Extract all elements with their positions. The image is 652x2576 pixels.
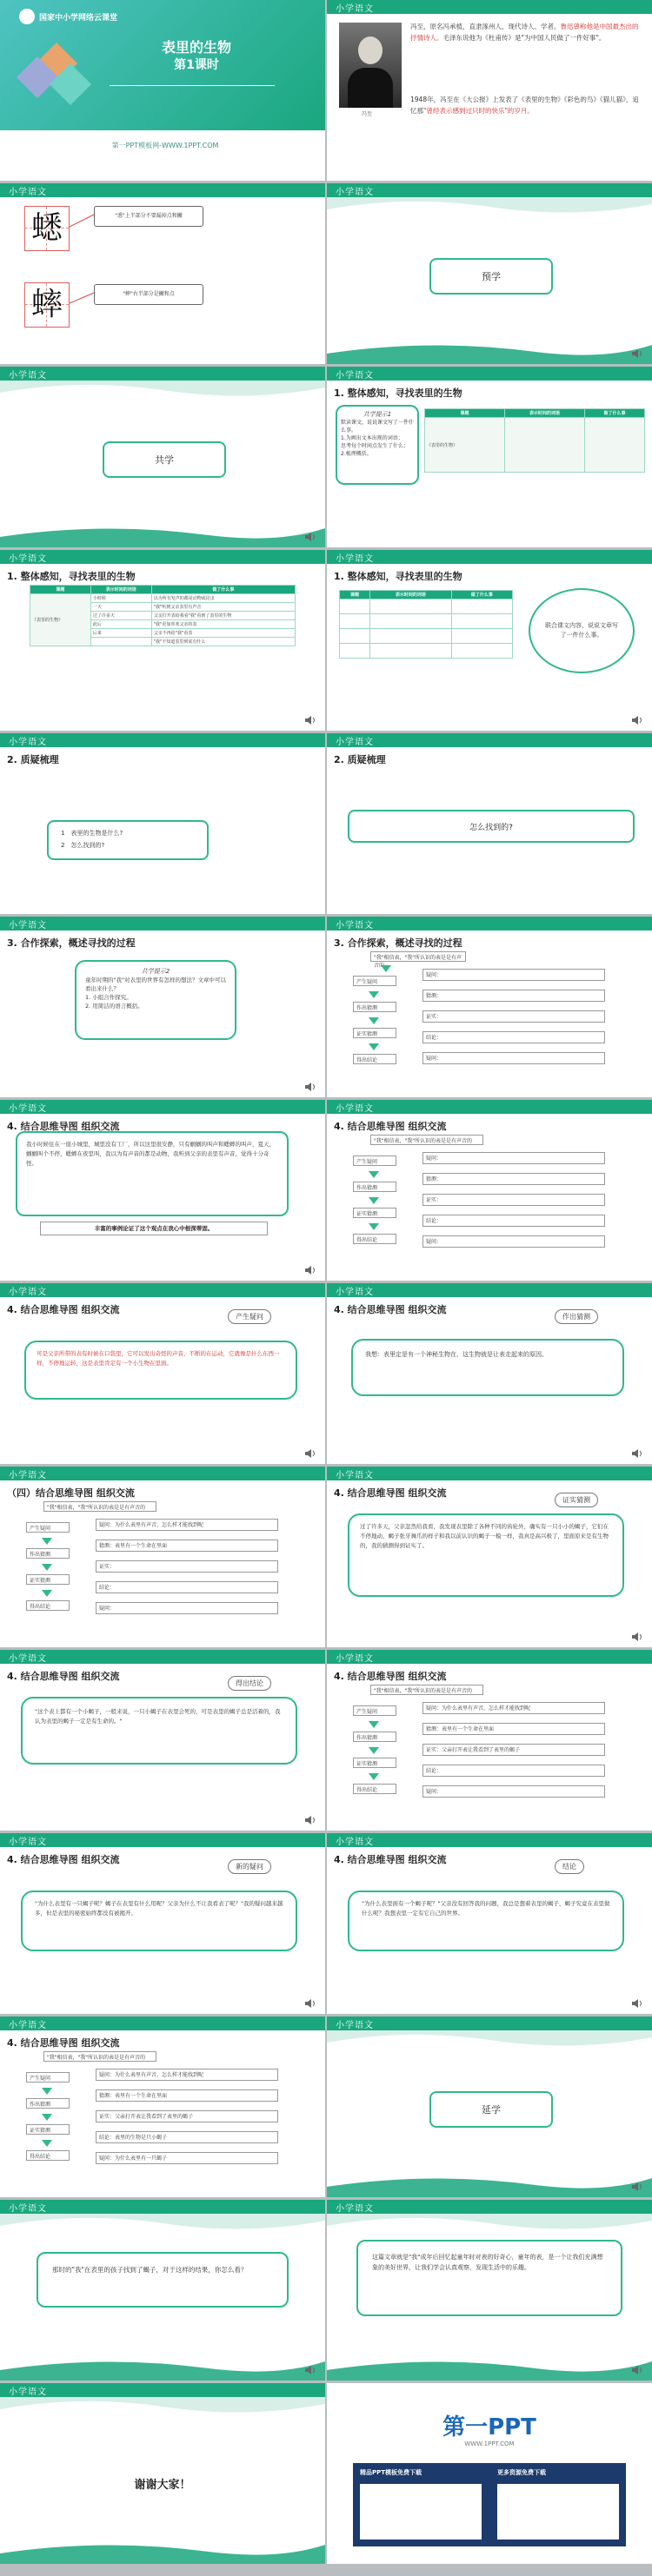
footer-wave xyxy=(327,338,652,364)
col-header-2: 表示时间的词语 xyxy=(90,586,151,594)
question-2: 2 怎么找到的? xyxy=(61,842,105,849)
slide-header: 小学语文 xyxy=(0,1100,325,1114)
mindmap-r4: 结论： xyxy=(96,1581,278,1593)
mindmap-r5: 疑问： xyxy=(422,1235,605,1248)
arrow-down-icon xyxy=(369,1171,379,1178)
slide-9-questions[interactable] xyxy=(0,733,325,914)
section-title: 4. 结合思维导图 组织交流 xyxy=(334,1671,447,1682)
brand-text: 国家中小学网络云课堂 xyxy=(39,14,118,23)
slide-header: 小学语文 xyxy=(0,1283,325,1297)
prelearn-button[interactable]: 预学 xyxy=(429,258,553,295)
char-1: 蟋 xyxy=(30,210,63,246)
col-header-1: 课题 xyxy=(425,409,505,418)
footer-wave xyxy=(0,521,325,547)
task-line-1: 童年时期的"我"对表里的世界有怎样的想法？文章中可以看出来什么？ xyxy=(85,977,226,992)
header-wave xyxy=(327,2214,652,2236)
col-header-2: 表示时间的词语 xyxy=(504,409,584,418)
stage-tag: 结论 xyxy=(555,1859,584,1874)
footer-wave xyxy=(327,2354,652,2381)
ad-list-2[interactable] xyxy=(497,2484,619,2540)
thought-bubble: 联合课文内容，说说文章写了一件什么事。 xyxy=(529,588,635,673)
mindmap-r4: 结论： xyxy=(422,1765,605,1777)
section-title: 4. 结合思维导图 组织交流 xyxy=(334,1304,447,1315)
question-1: 1 表里的生物是什么? xyxy=(61,830,123,837)
task-box xyxy=(75,960,236,1040)
arrow-down-icon xyxy=(369,1773,379,1780)
speaker-icon[interactable] xyxy=(631,1448,645,1459)
header-wave xyxy=(0,381,325,403)
mindmap-r2: 猜测： xyxy=(422,1173,605,1185)
arrow-down-icon xyxy=(369,991,379,998)
slide-header: 小学语文 xyxy=(327,733,652,747)
task-line-2: 1. 小组合作探究。 xyxy=(85,994,132,1001)
mindmap-l2: 作出猜测 xyxy=(26,2098,70,2109)
slide-header: 小学语文 xyxy=(0,917,325,930)
passage-box: 我想：表里定是有一个神秘生物在，这生物就是让表走起来的原因。 xyxy=(351,1339,624,1396)
note-box-2: "蟀"右半部分是撇和点 xyxy=(94,284,203,305)
slide-13-passage[interactable] xyxy=(0,1100,325,1281)
slide-header: 小学语文 xyxy=(327,550,652,564)
table-row: 父亲打开表给我看"我"看到了表里的生物 xyxy=(151,612,295,620)
table-row: "我"更加喜欢父亲的表 xyxy=(151,620,295,629)
mindmap-r2: 猜测： xyxy=(422,990,605,1002)
passage-box: 我小时候住在一座小城里，城里没有工厂，所以这里很安静，只有蝈蝈的叫声和蟋蟀的叫声，夏天，蝈蝈叫个不停，蟋蟀在夜里叫，我以为有声音的都是动物，我听到父亲的表里有声音，觉得十分奇怪。 xyxy=(16,1131,289,1216)
speaker-icon[interactable] xyxy=(631,1632,645,1642)
slide-header: 小学语文 xyxy=(327,2200,652,2214)
connector-1 xyxy=(70,209,96,244)
slide-header: 小学语文 xyxy=(327,0,652,14)
speaker-icon[interactable] xyxy=(631,2365,645,2375)
mindmap-l4: 得出结论 xyxy=(26,1600,70,1611)
section-title: 4. 结合思维导图 组织交流 xyxy=(7,1304,120,1315)
title-divider xyxy=(110,85,275,86)
mindmap-l4: 得出结论 xyxy=(353,1234,396,1244)
passage-box: "为什么表里有一只蝎子呢？蝎子在表里有什么用呢？父亲为什么不让我看表了呢？"我的疑问越来越多，但是表里的秘密始终都没有被揭开。 xyxy=(21,1891,297,1951)
slide-2-author[interactable] xyxy=(327,0,652,181)
mindmap-l1: 产生疑问 xyxy=(26,2072,70,2083)
speaker-icon[interactable] xyxy=(304,532,318,542)
mindmap-r5: 疑问： xyxy=(422,1052,605,1064)
arrow-down-icon xyxy=(369,1747,379,1754)
table-row: 小时候 xyxy=(90,594,151,603)
speaker-icon[interactable] xyxy=(631,348,645,359)
section-title: （四）结合思维导图 组织交流 xyxy=(7,1487,135,1499)
arrow-down-icon xyxy=(42,2140,52,2147)
slide-26-summary[interactable] xyxy=(327,2200,652,2381)
table-row: "我"不知道表里到底有什么 xyxy=(151,638,295,646)
table-title-cell: 《表里的生物》 xyxy=(30,594,91,646)
mindmap-r3: 证实： xyxy=(96,1560,278,1573)
mindmap-r1: 疑问：为什么表里有声音，怎么样才能找到呢 xyxy=(96,1519,278,1531)
header-wave xyxy=(327,2030,652,2053)
mindmap-l2: 作出猜测 xyxy=(26,1548,70,1559)
arrow-down-icon xyxy=(369,1197,379,1204)
section-title: 1. 整体感知，寻找表里的生物 xyxy=(334,571,462,582)
stage-tag: 产生疑问 xyxy=(228,1309,271,1324)
slide-header: 小学语文 xyxy=(0,1650,325,1664)
table-row: "我"听到父亲表里有声音 xyxy=(151,603,295,612)
slide-20-mindmap[interactable] xyxy=(327,1650,652,1831)
slide-6-overview-task[interactable] xyxy=(327,367,652,547)
mindmap-l2: 作出猜测 xyxy=(353,1182,396,1192)
section-title: 4. 结合思维导图 组织交流 xyxy=(7,1671,120,1682)
extend-button[interactable]: 延学 xyxy=(429,2091,553,2128)
thanks-text: 谢谢大家！ xyxy=(134,2479,191,2492)
slide-22-summary[interactable] xyxy=(327,1833,652,2014)
passage-note: 丰富的事例论证了这个观点在我心中根深蒂固。 xyxy=(40,1222,268,1235)
stage-tag: 证实猜测 xyxy=(555,1493,598,1507)
char-grid-2 xyxy=(24,282,70,328)
char-grid-1 xyxy=(24,206,70,251)
mindmap-r1: 疑问：为什么表里有声音，怎么样才能找到呢 xyxy=(422,1702,605,1714)
header-wave xyxy=(0,2214,325,2236)
slide-19-conclusion[interactable] xyxy=(0,1650,325,1831)
mindmap-r1: 疑问： xyxy=(422,969,605,981)
footer-wave xyxy=(0,2538,325,2564)
passage-box: "这个表上都有一个小蝎子，一般来说，一只小蝎子在表里会死的，可是表里的蝎子总是活着的，我认为表里的蝎子一定是有生命的。" xyxy=(21,1697,297,1765)
table-row: 过了许多天 xyxy=(90,612,151,620)
author-face-icon xyxy=(358,36,383,64)
ad-list-1[interactable] xyxy=(360,2484,482,2540)
slide-15-question-raise[interactable] xyxy=(0,1283,325,1464)
slide-header: 小学语文 xyxy=(0,2383,325,2397)
author-body-icon xyxy=(348,68,393,108)
section-title: 2. 质疑梳理 xyxy=(7,754,59,765)
section-title: 3. 合作探索，概述寻找的过程 xyxy=(7,937,136,949)
arrow-down-icon xyxy=(369,1017,379,1024)
task-line-3: 2. 用简洁的语言概括。 xyxy=(85,1003,143,1010)
speaker-icon[interactable] xyxy=(304,1815,318,1825)
slide-header: 小学语文 xyxy=(0,550,325,564)
table-row: 父亲不再给"我"看表 xyxy=(151,629,295,638)
header-wave xyxy=(0,2397,325,2420)
task-line-2: 1.为画出文本出现的词语； xyxy=(341,435,403,441)
arrow-down-icon xyxy=(42,1538,52,1545)
passage-box: 过了许多天，父亲忽然给我看，我发现表里除了各种不同的齿轮外，确实有一只小小的蝎子，它们在不停地动，蝎子张牙舞爪的样子和我以前认识的蝎子一模一样，我真是高兴极了，里面原来是有生物的，我的猜测得到证实了。 xyxy=(348,1513,624,1597)
slide-header: 小学语文 xyxy=(0,2016,325,2030)
mindmap-r5: 疑问： xyxy=(96,1602,278,1614)
section-title: 2. 质疑梳理 xyxy=(334,754,386,765)
slide-23-mindmap-full[interactable] xyxy=(0,2016,325,2197)
mindmap-r3: 证实： xyxy=(422,1194,605,1206)
table-row: 一天 xyxy=(90,603,151,612)
slide-21-new-question[interactable] xyxy=(0,1833,325,2014)
slide-header: 小学语文 xyxy=(327,2016,652,2030)
mindmap-l3: 证实猜测 xyxy=(353,1208,396,1218)
author-para-1: 冯至，原名冯承植，直隶涿州人，现代诗人、学者。鲁迅曾称他是中国最杰出的抒情诗人。毛泽东说他为《杜甫传》是"为中国人民做了一件好事"。 xyxy=(410,23,639,42)
arrow-down-icon xyxy=(369,1721,379,1728)
slide-header: 小学语文 xyxy=(327,1833,652,1847)
slide-header: 小学语文 xyxy=(327,917,652,930)
mindmap-l4: 得出结论 xyxy=(353,1054,396,1064)
lesson-title: 表里的生物 xyxy=(161,39,231,56)
mindmap-l3: 证实猜测 xyxy=(353,1758,396,1768)
section-title: 1. 整体感知，寻找表里的生物 xyxy=(334,387,462,399)
slide-header: 小学语文 xyxy=(327,183,652,197)
col-header-1: 课题 xyxy=(30,586,91,594)
slide-24-extend[interactable] xyxy=(327,2016,652,2197)
task-title: 共学提示2 xyxy=(141,968,170,975)
mindmap-r5: 疑问：为什么表里有一只蝎子 xyxy=(96,2152,278,2164)
speaker-icon[interactable] xyxy=(631,1998,645,2009)
arrow-down-icon xyxy=(42,2114,52,2121)
mindmap-l4: 得出结论 xyxy=(353,1784,396,1794)
author-photo xyxy=(339,23,402,108)
ad-box-2: 更多资源免费下载 xyxy=(497,2469,546,2476)
slide-4-prelearn[interactable] xyxy=(327,183,652,364)
slide-header: 小学语文 xyxy=(327,367,652,381)
connector-2 xyxy=(70,284,96,319)
section-title: 1. 整体感知，寻找表里的生物 xyxy=(7,571,136,582)
arrow-down-icon xyxy=(381,965,391,972)
mindmap-r3: 证实： xyxy=(422,1010,605,1023)
section-title: 4. 结合思维导图 组织交流 xyxy=(7,1854,120,1865)
arrow-down-icon xyxy=(369,1223,379,1230)
slide-header: 小学语文 xyxy=(0,1467,325,1480)
footer-wave xyxy=(0,2354,325,2381)
mindmap-l1: 产生疑问 xyxy=(26,1522,70,1533)
mindmap-l1: 产生疑问 xyxy=(353,1156,396,1166)
section-title: 4. 结合思维导图 组织交流 xyxy=(7,2037,120,2049)
header-wave xyxy=(327,197,652,220)
slide-header: 小学语文 xyxy=(0,367,325,381)
ad-box-1: 精品PPT模板免费下载 xyxy=(360,2469,422,2476)
discussion-box: 那时的"我"在表里的孩子找到了蝎子，对于这样的结果，你怎么看？ xyxy=(37,2252,289,2308)
table-row: 《表里的生物》 xyxy=(425,418,505,473)
mindmap-r5: 疑问： xyxy=(422,1785,605,1798)
slide-12-mindmap-empty[interactable] xyxy=(327,917,652,1097)
slide-header: 小学语文 xyxy=(327,1467,652,1480)
slide-11-explore-task[interactable] xyxy=(0,917,325,1097)
mindmap-r4: 结论： xyxy=(422,1031,605,1043)
question-box: 怎么找到的? xyxy=(348,810,635,843)
slide-5-colearn[interactable] xyxy=(0,367,325,547)
table-row: 后来 xyxy=(90,629,151,638)
mindmap-r1: 疑问：为什么表里有声音，怎么样才能找到呢 xyxy=(96,2069,278,2081)
slide-25-discussion[interactable] xyxy=(0,2200,325,2381)
ad-panel xyxy=(353,2463,626,2546)
slide-header: 小学语文 xyxy=(327,1100,652,1114)
mindmap-r3: 证实：父亲打开表让我看到了表里的蝎子 xyxy=(96,2110,278,2122)
slide-16-guess[interactable] xyxy=(327,1283,652,1464)
note-box-1: "悉"上半部分不要漏掉点和撇 xyxy=(94,206,203,227)
mindmap-r1: 疑问： xyxy=(422,1152,605,1164)
arrow-down-icon xyxy=(369,1043,379,1050)
mindmap-l2: 作出猜测 xyxy=(353,1732,396,1742)
speaker-icon[interactable] xyxy=(304,1082,318,1092)
slide-28-advert[interactable] xyxy=(327,2383,652,2564)
task-box xyxy=(336,405,419,485)
stage-tag: 作出猜测 xyxy=(555,1309,598,1324)
lesson-subtitle: 第1课时 xyxy=(174,58,219,72)
slide-14-mindmap[interactable] xyxy=(327,1100,652,1281)
slide-3-characters[interactable] xyxy=(0,183,325,364)
logo-text: 第一PPT xyxy=(442,2414,536,2440)
col-header-3: 做了什么事 xyxy=(584,409,644,418)
section-title: 4. 结合思维导图 组织交流 xyxy=(334,1854,447,1865)
col-header-2: 表示时间的词语 xyxy=(370,591,452,599)
stage-tag: 得出结论 xyxy=(228,1676,271,1691)
mindmap-r3: 证实：父亲打开表让我看到了表里的蝎子 xyxy=(422,1744,605,1756)
slide-10-question[interactable] xyxy=(327,733,652,914)
colearn-button[interactable]: 共学 xyxy=(103,441,226,478)
brand-logo-icon xyxy=(19,9,35,24)
stage-tag: 新的疑问 xyxy=(228,1859,271,1874)
mindmap-top: "我"相信表，"我"所认识的表是是有声音的 xyxy=(370,1135,483,1145)
passage-box: 可是父亲所带的表有时候在口袋里，它可以发出奇怪的声音，不断的在运动，它就像是什么东西一样，不停地运转，这是表里肯定有一个小生物在里面。 xyxy=(24,1341,297,1400)
question-box xyxy=(47,820,209,860)
mindmap-l4: 得出结论 xyxy=(26,2150,70,2161)
mindmap-r4: 结论： xyxy=(422,1215,605,1227)
speaker-icon[interactable] xyxy=(631,2182,645,2192)
slide-header: 小学语文 xyxy=(327,1650,652,1664)
slide-header: 小学语文 xyxy=(0,733,325,747)
slide-header: 小学语文 xyxy=(0,1833,325,1847)
speaker-icon[interactable] xyxy=(304,1265,318,1275)
col-header-3: 做了什么事 xyxy=(151,586,295,594)
mindmap-top: "我"相信表，"我"所认识的表是是有声音的 xyxy=(370,951,466,962)
speaker-icon[interactable] xyxy=(304,715,318,725)
col-header-3: 做了什么事 xyxy=(451,591,512,599)
table-row: 此后 xyxy=(90,620,151,629)
table-row: 以为所有发声的都是动物或昆虫 xyxy=(151,594,295,603)
speaker-icon[interactable] xyxy=(304,1998,318,2009)
slide-1-title[interactable] xyxy=(0,0,325,181)
slide-header: 小学语文 xyxy=(0,183,325,197)
arrow-down-icon xyxy=(42,1590,52,1597)
mindmap-r2: 猜测：表里有一个生命在里面 xyxy=(96,2089,278,2102)
mindmap-l3: 证实猜测 xyxy=(26,1574,70,1585)
small-table xyxy=(339,590,513,659)
mindmap-l3: 证实猜测 xyxy=(353,1028,396,1038)
speaker-icon[interactable] xyxy=(304,2365,318,2375)
passage-box: "为什么表里面有一个蝎子呢？"父亲没有回答我的问题，我总是想着表里的蝎子，蝎子究竟在表里做什么呢？我想表里一定有它自己的世界。 xyxy=(348,1891,624,1951)
author-caption: 冯至 xyxy=(362,111,373,117)
mindmap-l3: 证实猜测 xyxy=(26,2124,70,2135)
slide-8-overview-bubble[interactable] xyxy=(327,550,652,731)
section-title: 4. 结合思维导图 组织交流 xyxy=(334,1121,447,1132)
mindmap-top: "我"相信表，"我"所认识的表是是有声音的 xyxy=(43,1501,156,1512)
char-2: 蟀 xyxy=(30,287,63,322)
task-line-3: 思考每个时间点发生了什么； xyxy=(341,443,409,449)
arrow-down-icon xyxy=(42,1564,52,1571)
slide-18-verify[interactable] xyxy=(327,1467,652,1647)
mindmap-l2: 作出猜测 xyxy=(353,1002,396,1012)
task-line-4: 2.梳理概括。 xyxy=(341,451,372,457)
mindmap-l1: 产生疑问 xyxy=(353,976,396,986)
section-title: 4. 结合思维导图 组织交流 xyxy=(334,1487,447,1499)
slide-header: 小学语文 xyxy=(0,2200,325,2214)
overview-table xyxy=(424,408,645,473)
table-row xyxy=(90,638,151,646)
footer-site: 第一PPT模板网-WWW.1PPT.COM xyxy=(111,142,219,149)
section-title: 3. 合作探索，概述寻找的过程 xyxy=(334,937,462,949)
mindmap-r2: 猜测：表里有一个生命在里面 xyxy=(422,1723,605,1735)
author-para-2: 1948年，冯至在《大公报》上发表了《表里的生物》《彩色的鸟》《猫儿猫》，追忆那"曾经表示感到过只时的快乐"的岁月。 xyxy=(410,96,639,115)
slide-17-mindmap[interactable] xyxy=(0,1467,325,1647)
site-text: WWW.1PPT.COM xyxy=(464,2440,515,2447)
task-title: 共学提示1 xyxy=(363,411,392,418)
section-title: 4. 结合思维导图 组织交流 xyxy=(7,1121,120,1132)
arrow-down-icon xyxy=(42,2088,52,2095)
speaker-icon[interactable] xyxy=(304,1448,318,1459)
slide-7-overview-table[interactable] xyxy=(0,550,325,731)
mindmap-top: "我"相信表，"我"所认识的表是是有声音的 xyxy=(43,2051,156,2062)
filled-table xyxy=(30,585,296,646)
slide-27-thanks[interactable] xyxy=(0,2383,325,2564)
footer-wave xyxy=(327,2171,652,2197)
mindmap-l1: 产生疑问 xyxy=(353,1705,396,1716)
summary-box: 这篇文章就是"我"成年后回忆起童年时对表的好奇心，童年的表，是一个让我们充满想象的美好世界，让我们学会认真观察，发现生活中的乐趣。 xyxy=(356,2240,622,2316)
task-line-1: 默读课文，说说课文写了一件什么事。 xyxy=(341,420,415,434)
slide-header: 小学语文 xyxy=(327,1283,652,1297)
mindmap-top: "我"相信表，"我"所认识的表是是有声音的 xyxy=(370,1685,483,1695)
title-lower xyxy=(0,130,325,181)
col-header-1: 课题 xyxy=(340,591,370,599)
mindmap-r4: 结论：表里的生物是只小蝎子 xyxy=(96,2131,278,2143)
speaker-icon[interactable] xyxy=(631,715,645,725)
mindmap-r2: 猜测：表里有一个生命在里面 xyxy=(96,1540,278,1552)
